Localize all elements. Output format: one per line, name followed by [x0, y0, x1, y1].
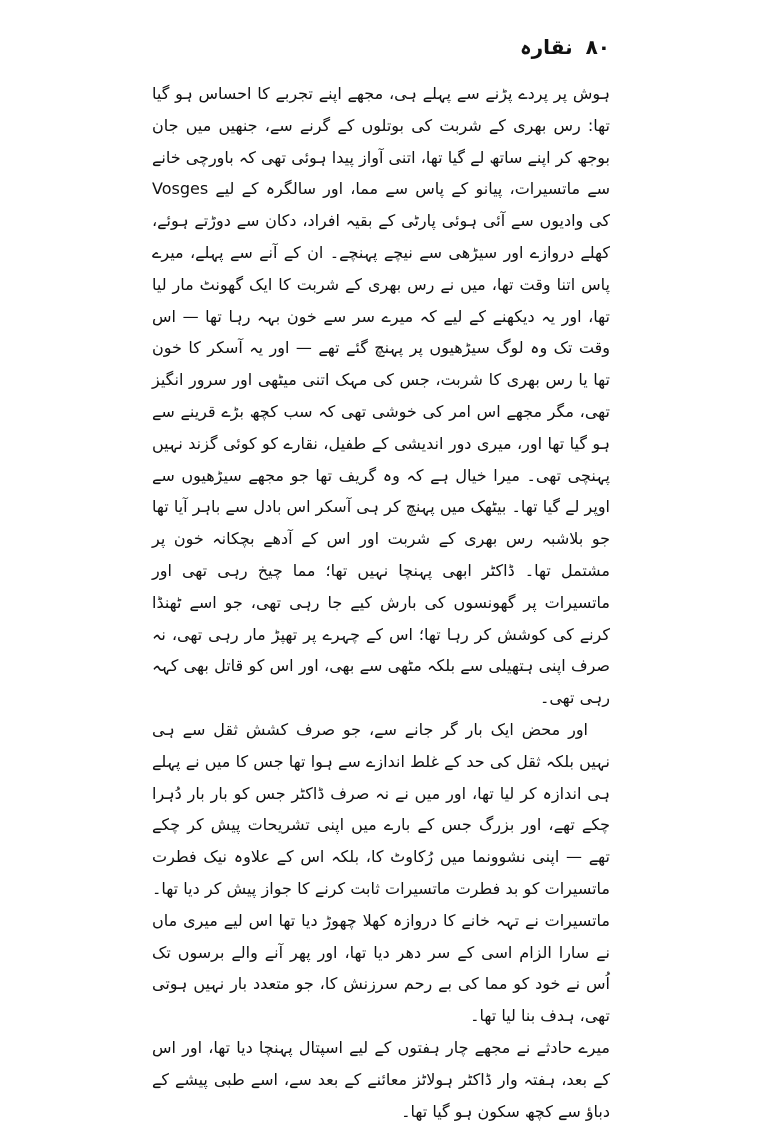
body-text: [152, 78, 610, 1127]
paragraph: اور محض ایک بار گر جانے سے، جو صرف کشش ثقل سے ہی نہیں بلکہ ثقل کی حد کے غلط اندازے سے ہوا تھا جس کا میں نے پہلے ہی اندازہ کر لیا تھا، اور میں نے نہ صرف ڈاکٹر جس کو بار بار دُہرا چکے تھے، اور بزرگ جس کے بارے میں اپنی تشریحات پیش کر چکے تھے — اپنی نشوونما میں رُکاوٹ کا، بلکہ اس کے علاوہ نیک فطرت ماتسیرات کو بد فطرت ماتسیرات ثابت کرنے کا جواز پیش کر دیا تھا۔ ماتسیرات نے تہہ خانے کا دروازہ کھلا چھوڑ دیا تھا اس لیے میری ماں نے سارا الزام اسی کے سر دھر دیا تھا، اور پھر آنے والے برسوں تک اُس نے خود کو مما کی بے رحم سرزنش کا، جو متعدد بار نہیں ہوتی تھی، ہدف بنا لیا تھا۔: [152, 719, 610, 1026]
page-header: [520, 34, 610, 60]
page-number: ۸۰: [585, 35, 610, 59]
running-title: نقارہ: [519, 35, 573, 59]
paragraph: ہوش پر پردے پڑنے سے پہلے ہی، مجھے اپنے تجربے کا احساس ہو گیا تھا: رس بھری کے شربت کی بوتلوں کے گرنے سے، جنھیں میں جان بوجھ کر اپنے ساتھ لے گیا تھا، اتنی آواز پیدا ہوئی تھی کہ باورچی خانے سے ماتسیرات، پیانو کے پاس سے مما، اور سالگرہ کے لیے Vosges کی وادیوں سے آئی ہوئی پارٹی کے بقیہ افراد، دکان سے دوڑتے ہوئے، کھلے دروازے اور سیڑھی سے نیچے پہنچے۔ ان کے آنے سے پہلے، میرے پاس اتنا وقت تھا، میں نے رس بھری کے شربت کا ایک گھونٹ مار لیا تھا، اور یہ دیکھنے کے لیے کہ میرے سر سے خون بہہ رہا تھا — اس وقت تک وہ لوگ سیڑھیوں پر پہنچ گئے تھے — اور یہ آسکر کا خون تھا یا رس بھری کا شربت، جس کی مہک اتنی میٹھی اور سرور انگیز تھی، مگر مجھے اس امر کی خوشی تھی کہ سب کچھ بڑے قرینے سے ہو گیا تھا اور، میری دور اندیشی کے طفیل، نقارے کو کوئی گزند نہیں پہنچی تھی۔ میرا خیال ہے کہ وہ گریف تھا جو مجھے سیڑھیوں سے اوپر لے گیا تھا۔ بیٹھک میں پہنچ کر ہی آسکر اس بادل سے باہر آیا تھا جو بلاشبہ رس بھری کے شربت اور اس کے آدھے بچکانہ خون پر مشتمل تھا۔ ڈاکٹر ابھی پہنچا نہیں تھا؛ مما چیخ رہی تھی اور ماتسیرات پر گھونسوں کی بارش کیے جا رہی تھی، جو اسے ٹھنڈا کرنے کی کوشش کر رہا تھا؛ اس کے چہرے پر تھپڑ مار رہی تھی، نہ صرف اپنی ہتھیلی سے بلکہ مٹھی سے بھی، اور اس کو قاتل بھی کہہ رہی تھی۔: [152, 84, 610, 708]
paragraph: میرے حادثے نے مجھے چار ہفتوں کے لیے اسپتال پہنچا دیا تھا، اور اس کے بعد، ہفتہ وار ڈاکٹر ہولاٹز معائنے کے بعد سے، اسے طبی پیشے کے دباؤ سے کچھ سکون ہو گیا تھا۔: [152, 1037, 610, 1121]
